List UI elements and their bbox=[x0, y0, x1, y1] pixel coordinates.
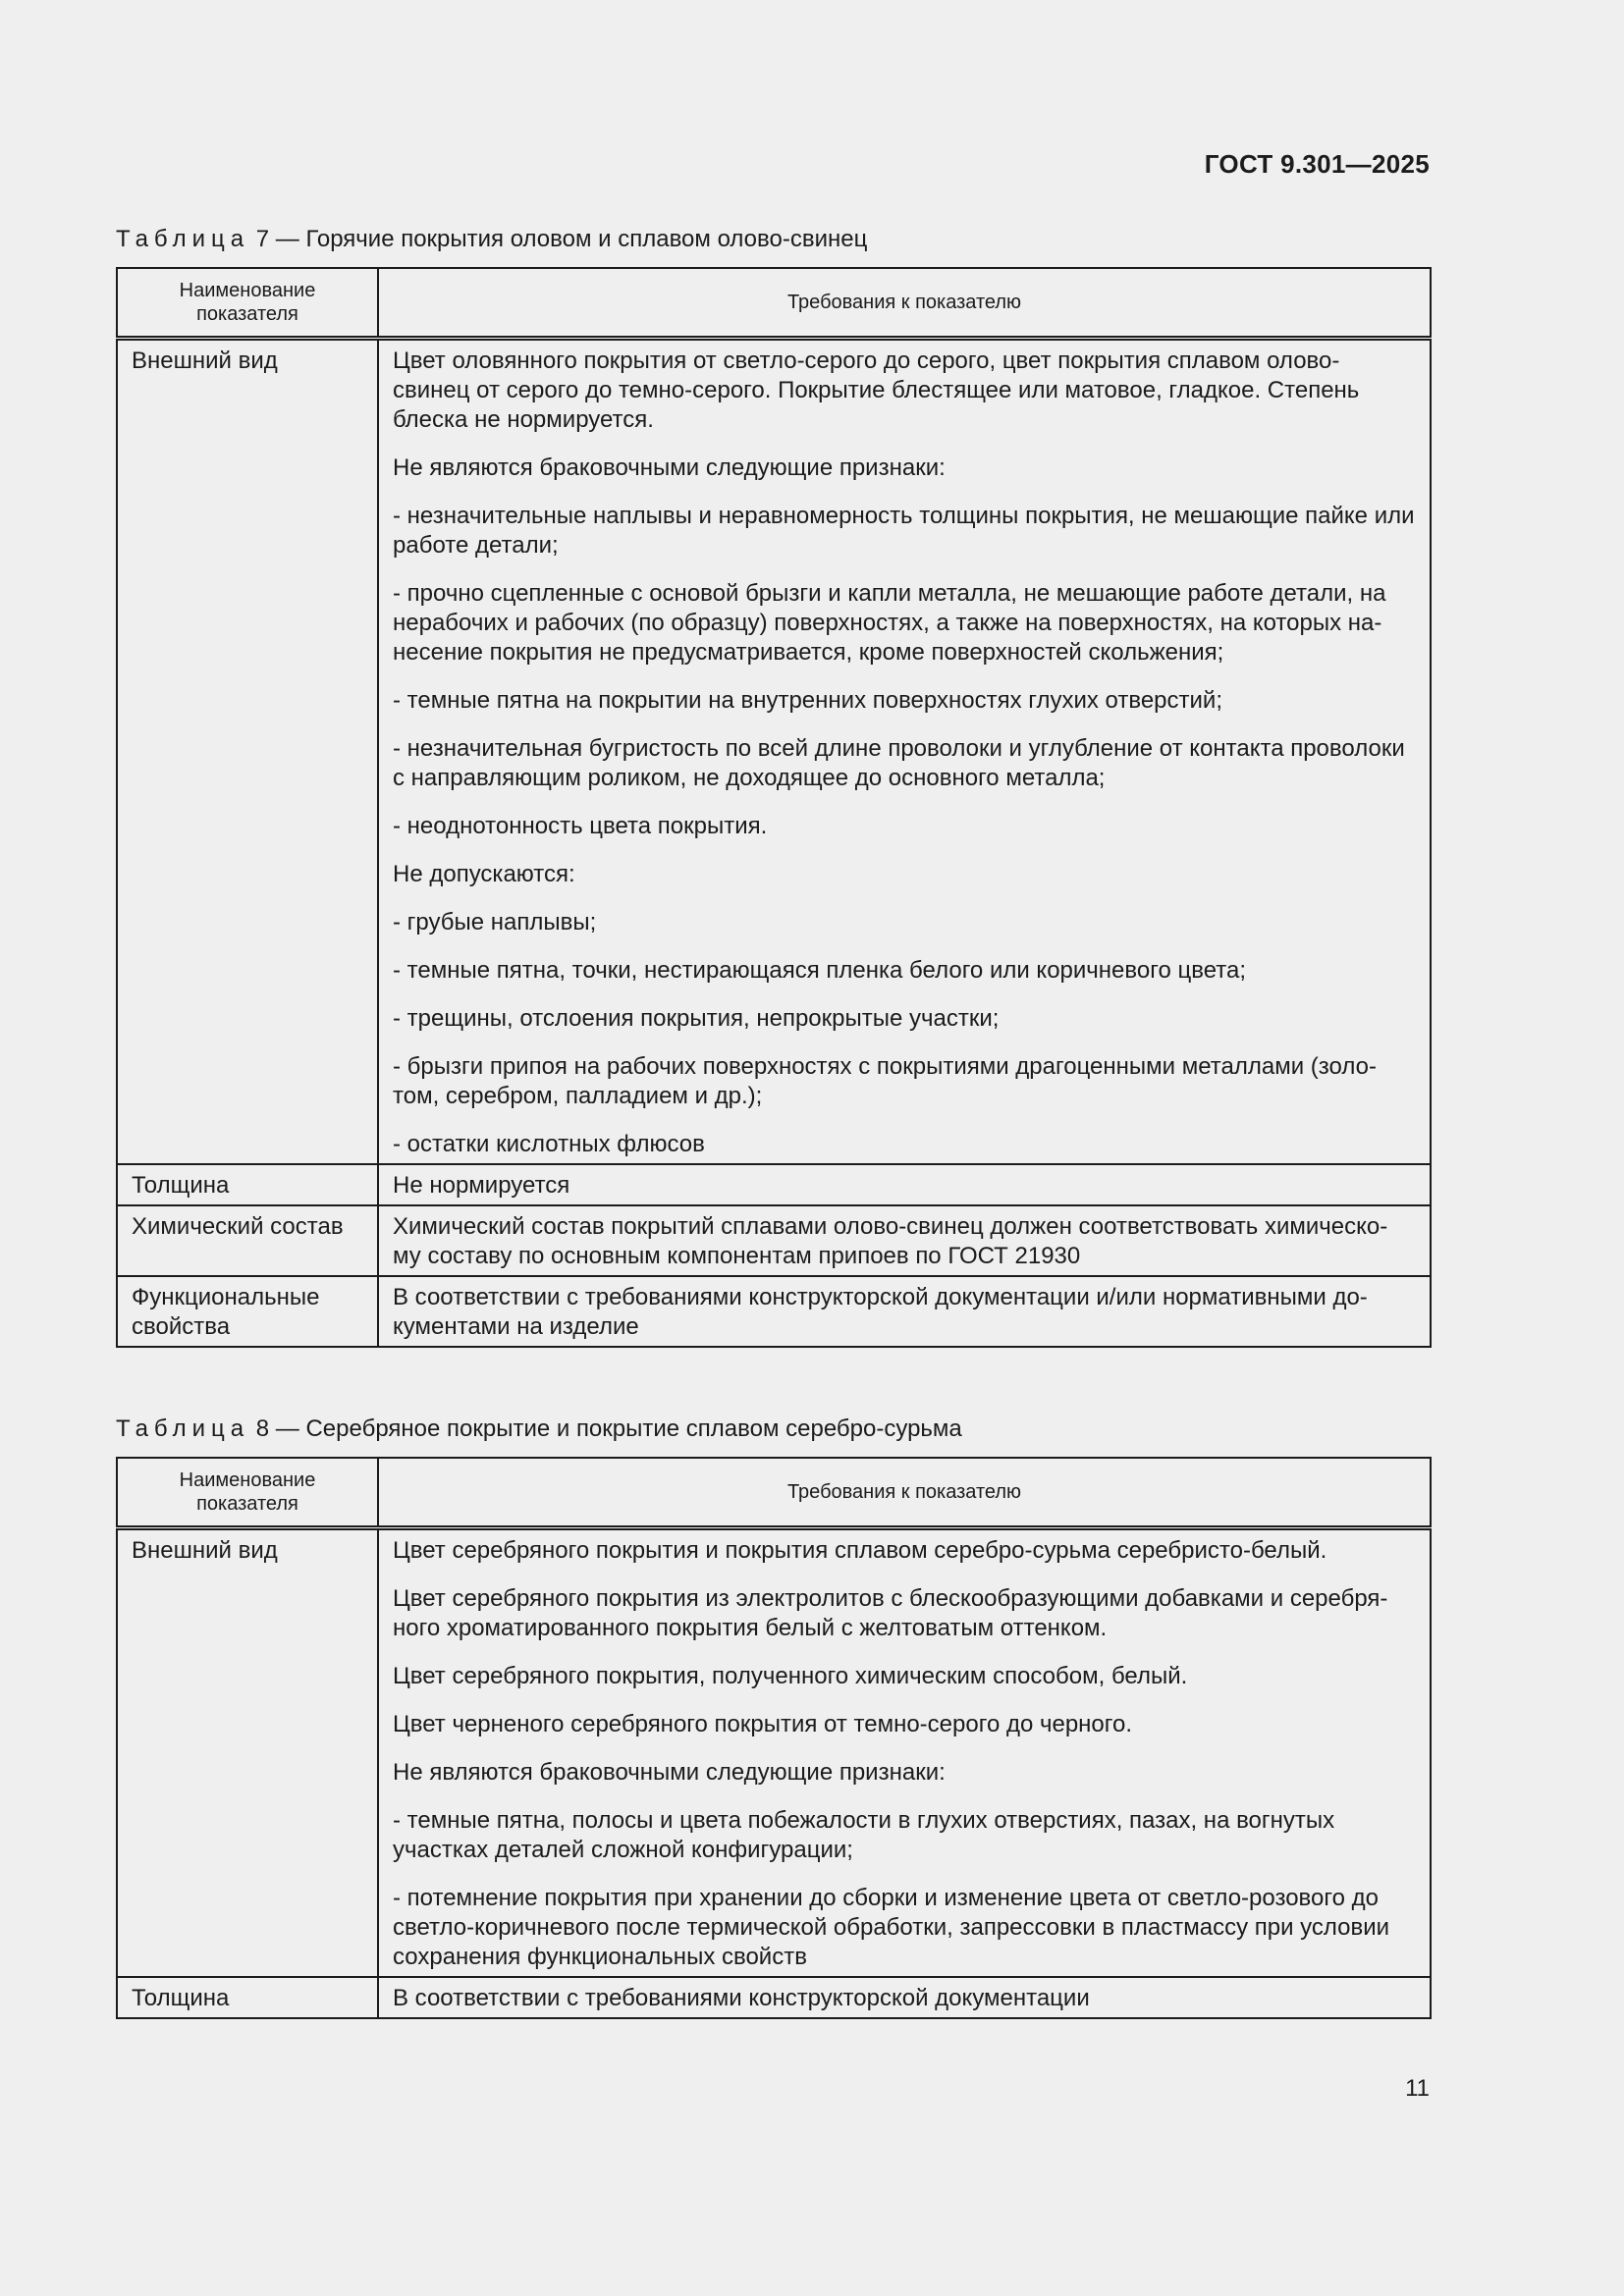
table-row bbox=[117, 1205, 1431, 1276]
requirement-paragraph: Химический состав покрытий сплавами олово-свинец должен соответствовать химическо-му составу по основным компонентам припоев по ГОСТ 21930 bbox=[393, 1213, 1388, 1269]
requirement-paragraph: - темные пятна, полосы и цвета побежалости в глухих отверстиях, пазах, на вогнутых участках деталей сложной конфигурации; bbox=[393, 1807, 1335, 1863]
table-8 bbox=[116, 1457, 1432, 2019]
requirement-cell bbox=[378, 1164, 1431, 1205]
requirement-cell bbox=[378, 339, 1431, 1165]
table-row bbox=[117, 1977, 1431, 2018]
requirement-paragraph: Не являются браковочными следующие признаки: bbox=[393, 1759, 946, 1786]
table-row bbox=[117, 1164, 1431, 1205]
requirement-paragraph: - трещины, отслоения покрытия, непрокрытые участки; bbox=[393, 1005, 1000, 1032]
requirement-paragraph: Цвет серебряного покрытия и покрытия сплавом серебро-сурьма серебристо-белый. bbox=[393, 1537, 1327, 1564]
table-row bbox=[117, 1528, 1431, 1978]
table-row bbox=[117, 339, 1431, 1165]
table-7-caption bbox=[116, 226, 867, 253]
requirement-paragraph: - темные пятна, точки, нестирающаяся пленка белого или коричневого цвета; bbox=[393, 957, 1246, 984]
requirement-paragraph: В соответствии с требованиями конструкторской документации и/или нормативными до-кументами на изделие bbox=[393, 1284, 1368, 1340]
table-7-caption-label: Таблица bbox=[116, 226, 250, 252]
indicator-name-cell: Функциональные свойства bbox=[117, 1276, 378, 1347]
document-code: ГОСТ 9.301—2025 bbox=[1204, 149, 1430, 179]
requirement-cell bbox=[378, 1528, 1431, 1978]
table-8-caption-text: 8 — Серебряное покрытие и покрытие сплавом серебро-сурьма bbox=[255, 1415, 962, 1442]
table-8-caption-label: Таблица bbox=[116, 1415, 250, 1442]
requirement-paragraph: - потемнение покрытия при хранении до сборки и изменение цвета от светло-розового до светло-коричневого после термической обработки, запрессовки в пластмассу при условии сохранения функциональных свойств bbox=[393, 1885, 1390, 1970]
requirement-paragraph: Цвет серебряного покрытия, полученного химическим способом, белый. bbox=[393, 1663, 1188, 1689]
requirement-paragraph: - незначительная бугристость по всей длине проволоки и углубление от контакта проволоки с направляющим роликом, не доходящее до основного металла; bbox=[393, 735, 1405, 791]
table-7 bbox=[116, 267, 1432, 1348]
table-8-caption bbox=[116, 1415, 962, 1443]
requirement-paragraph: - неоднотонность цвета покрытия. bbox=[393, 813, 768, 839]
requirement-paragraph: Не являются браковочными следующие признаки: bbox=[393, 454, 946, 481]
requirement-paragraph: - брызги припоя на рабочих поверхностях с покрытиями драгоценными металлами (золо-том, серебром, палладием и др.); bbox=[393, 1053, 1377, 1109]
requirement-cell bbox=[378, 1276, 1431, 1347]
requirement-paragraph: В соответствии с требованиями конструкторской документации bbox=[393, 1985, 1090, 2011]
indicator-name-cell: Внешний вид bbox=[117, 339, 378, 1165]
table-row bbox=[117, 1276, 1431, 1347]
requirement-paragraph: Не нормируется bbox=[393, 1172, 570, 1199]
indicator-name-cell: Толщина bbox=[117, 1164, 378, 1205]
column-header-requirements: Требования к показателю bbox=[378, 268, 1431, 339]
requirement-cell bbox=[378, 1977, 1431, 2018]
indicator-name-cell: Толщина bbox=[117, 1977, 378, 2018]
requirement-paragraph: - грубые наплывы; bbox=[393, 909, 597, 935]
requirement-cell bbox=[378, 1205, 1431, 1276]
table-header-row bbox=[117, 268, 1431, 339]
indicator-name-cell: Химический состав bbox=[117, 1205, 378, 1276]
requirement-paragraph: - прочно сцепленные с основой брызги и капли металла, не мешающие работе детали, на нерабочих и рабочих (по образцу) поверхностях, а также на поверхностях, на которых на-несение покрытия не предусматривается, кроме поверхностей скольжения; bbox=[393, 580, 1386, 666]
table-7-caption-text: 7 — Горячие покрытия оловом и сплавом олово-свинец bbox=[255, 226, 868, 252]
indicator-name-cell: Внешний вид bbox=[117, 1528, 378, 1978]
requirement-paragraph: Цвет оловянного покрытия от светло-серого до серого, цвет покрытия сплавом олово-свинец от серого до темно-серого. Покрытие блестящее или матовое, гладкое. Степень блеска не нормируется. bbox=[393, 347, 1360, 433]
column-header-requirements: Требования к показателю bbox=[378, 1458, 1431, 1528]
column-header-indicator: Наименование показателя bbox=[117, 1458, 378, 1528]
requirement-paragraph: Цвет черненого серебряного покрытия от темно-серого до черного. bbox=[393, 1711, 1133, 1737]
table-header-row bbox=[117, 1458, 1431, 1528]
requirement-paragraph: - темные пятна на покрытии на внутренних поверхностях глухих отверстий; bbox=[393, 687, 1223, 714]
requirement-paragraph: Цвет серебряного покрытия из электролитов с блескообразующими добавками и серебря-ного хроматированного покрытия белый с желтоватым оттенком. bbox=[393, 1585, 1388, 1641]
column-header-indicator: Наименование показателя bbox=[117, 268, 378, 339]
page-number: 11 bbox=[1405, 2075, 1430, 2102]
requirement-paragraph: Не допускаются: bbox=[393, 861, 575, 887]
requirement-paragraph: - остатки кислотных флюсов bbox=[393, 1131, 705, 1157]
requirement-paragraph: - незначительные наплывы и неравномерность толщины покрытия, не мешающие пайке или работе детали; bbox=[393, 503, 1415, 559]
